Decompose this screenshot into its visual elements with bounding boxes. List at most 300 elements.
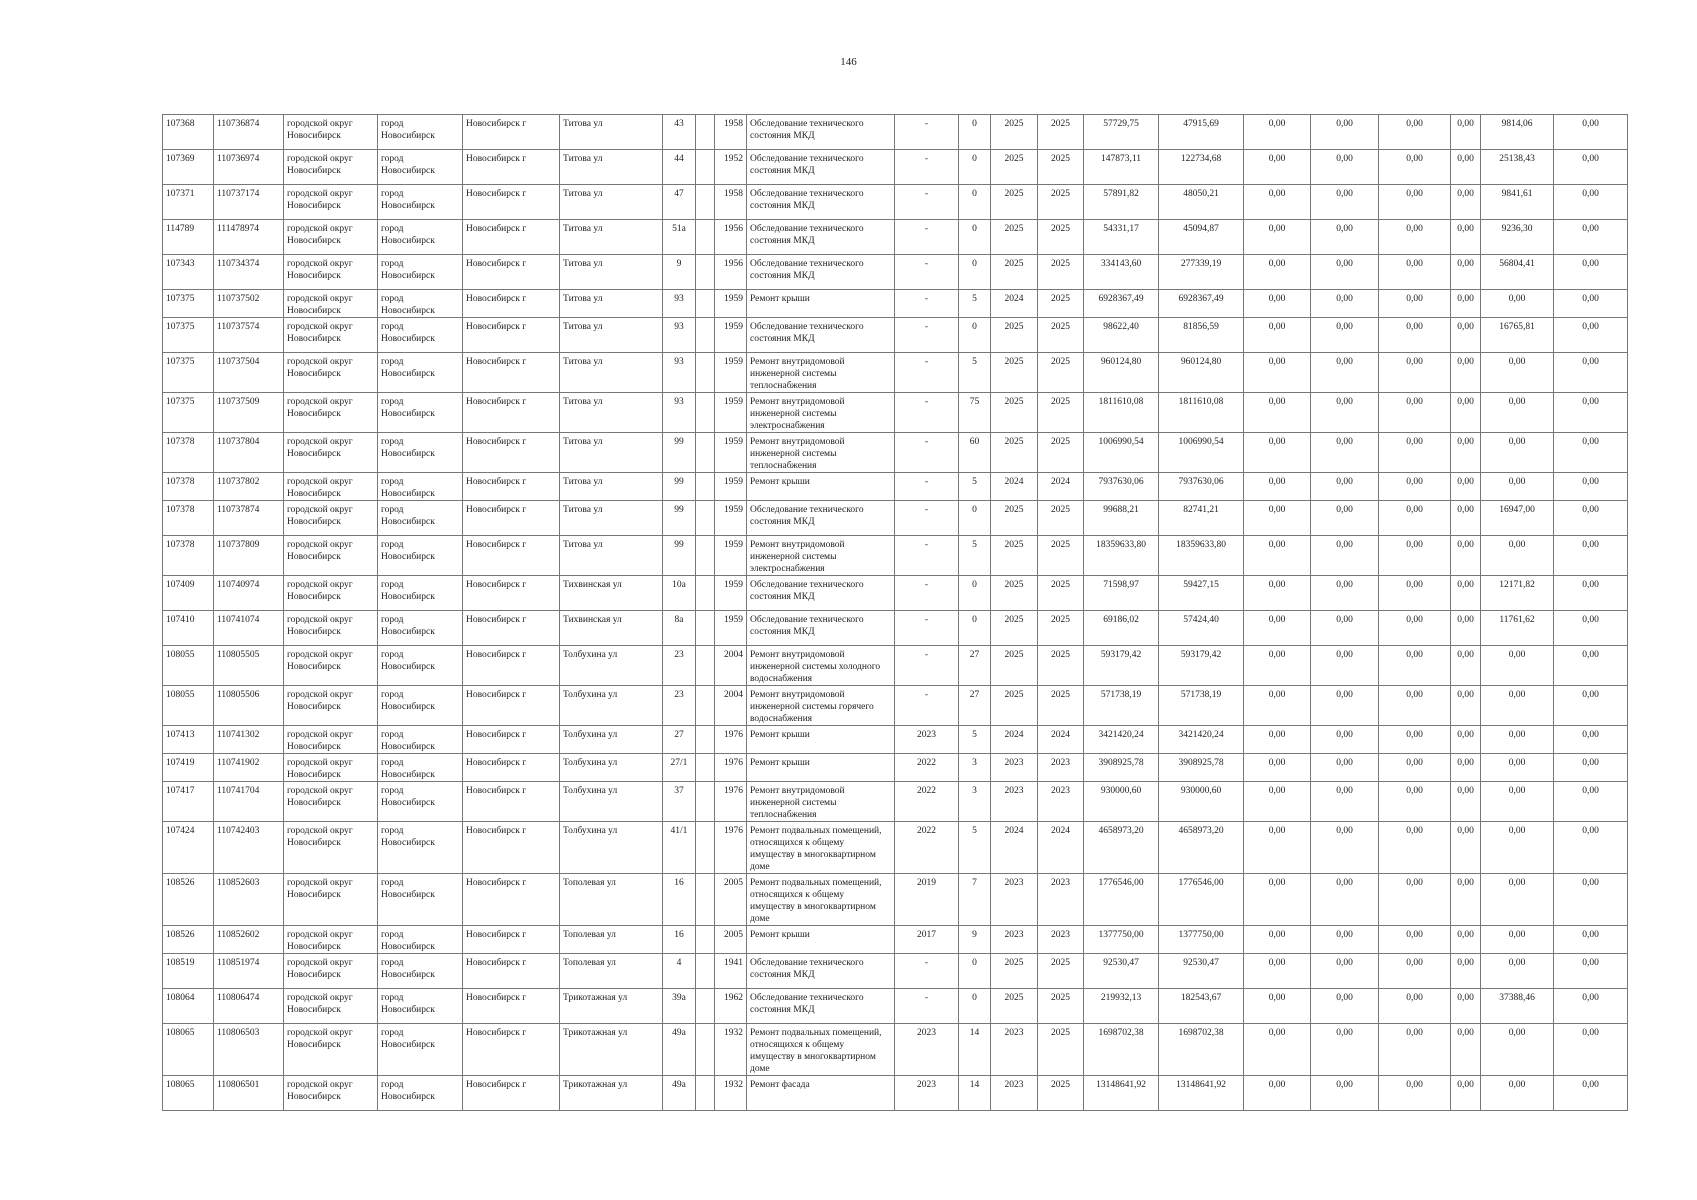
cell-work-type: Ремонт подвальных помещений, относящихся к общему имуществу в многоквартирном доме (747, 822, 895, 874)
cell-street: Титова ул (560, 150, 663, 185)
cell-house: 16 (663, 874, 696, 926)
cell-okrug: городской округ Новосибирск (284, 1024, 378, 1076)
cell-fund-1: 0,00 (1244, 255, 1311, 290)
cell-fund-6: 0,00 (1554, 611, 1628, 646)
cell-plan-start: 2025 (991, 501, 1038, 536)
cell-fund-5: 16765,81 (1481, 318, 1554, 353)
cell-total-cost: 930000,60 (1084, 782, 1159, 822)
cell-plan-start: 2025 (991, 393, 1038, 433)
cell-house: 27/1 (663, 754, 696, 782)
cell-fund-3: 0,00 (1379, 754, 1451, 782)
cell-fund-3: 0,00 (1379, 185, 1451, 220)
cell-fund-3: 0,00 (1379, 611, 1451, 646)
cell-work-code: 111478974 (214, 220, 284, 255)
cell-service-life: 0 (959, 576, 991, 611)
cell-work-code: 110851974 (214, 954, 284, 989)
cell-service-life: 3 (959, 754, 991, 782)
cell-last-repair-year: - (895, 115, 959, 150)
cell-letter (696, 501, 715, 536)
table-row (163, 1076, 1628, 1111)
cell-build-year: 1976 (715, 726, 747, 754)
cell-plan-start: 2025 (991, 115, 1038, 150)
cell-object-id: 107409 (163, 576, 214, 611)
table-row (163, 989, 1628, 1024)
table-row (163, 686, 1628, 726)
cell-city: Новосибирск г (463, 646, 560, 686)
cell-service-life: 9 (959, 926, 991, 954)
cell-work-code: 110806501 (214, 1076, 284, 1111)
cell-fund-2: 0,00 (1311, 501, 1379, 536)
cell-last-repair-year: 2022 (895, 822, 959, 874)
cell-last-repair-year: 2023 (895, 1024, 959, 1076)
cell-build-year: 1959 (715, 318, 747, 353)
cell-letter (696, 646, 715, 686)
cell-object-id: 108526 (163, 926, 214, 954)
cell-city: Новосибирск г (463, 185, 560, 220)
cell-okrug: городской округ Новосибирск (284, 115, 378, 150)
cell-work-code: 110852602 (214, 926, 284, 954)
cell-plan-start: 2025 (991, 989, 1038, 1024)
cell-work-type: Ремонт внутридомовой инженерной системы теплоснабжения (747, 353, 895, 393)
cell-street: Титова ул (560, 115, 663, 150)
cell-house: 37 (663, 782, 696, 822)
table-row (163, 646, 1628, 686)
cell-gorod: город Новосибирск (378, 255, 463, 290)
cell-build-year: 1959 (715, 576, 747, 611)
cell-work-code: 110737509 (214, 393, 284, 433)
cell-build-year: 1959 (715, 433, 747, 473)
cell-fund-2: 0,00 (1311, 611, 1379, 646)
cell-fund-1: 0,00 (1244, 874, 1311, 926)
cell-okrug: городской округ Новосибирск (284, 646, 378, 686)
cell-build-year: 1941 (715, 954, 747, 989)
cell-street: Толбухина ул (560, 782, 663, 822)
table-body (163, 115, 1628, 1111)
cell-plan-end: 2025 (1038, 290, 1084, 318)
cell-fund-5: 0,00 (1481, 393, 1554, 433)
cell-fund-cost: 930000,60 (1159, 782, 1244, 822)
cell-total-cost: 99688,21 (1084, 501, 1159, 536)
cell-street: Трикотажная ул (560, 989, 663, 1024)
cell-work-code: 110742403 (214, 822, 284, 874)
cell-service-life: 0 (959, 220, 991, 255)
cell-fund-cost: 122734,68 (1159, 150, 1244, 185)
cell-fund-3: 0,00 (1379, 926, 1451, 954)
cell-fund-2: 0,00 (1311, 926, 1379, 954)
cell-okrug: городской округ Новосибирск (284, 255, 378, 290)
cell-fund-5: 0,00 (1481, 754, 1554, 782)
cell-total-cost: 1006990,54 (1084, 433, 1159, 473)
cell-work-type: Ремонт внутридомовой инженерной системы горячего водоснабжения (747, 686, 895, 726)
cell-house: 51а (663, 220, 696, 255)
cell-fund-1: 0,00 (1244, 926, 1311, 954)
cell-last-repair-year: 2022 (895, 754, 959, 782)
cell-object-id: 107375 (163, 393, 214, 433)
cell-fund-2: 0,00 (1311, 433, 1379, 473)
cell-okrug: городской округ Новосибирск (284, 501, 378, 536)
cell-fund-cost: 1811610,08 (1159, 393, 1244, 433)
cell-work-code: 110741074 (214, 611, 284, 646)
table-row (163, 726, 1628, 754)
cell-fund-3: 0,00 (1379, 393, 1451, 433)
cell-build-year: 2005 (715, 874, 747, 926)
cell-fund-5: 0,00 (1481, 1076, 1554, 1111)
cell-fund-cost: 59427,15 (1159, 576, 1244, 611)
cell-fund-2: 0,00 (1311, 782, 1379, 822)
cell-plan-end: 2023 (1038, 782, 1084, 822)
cell-service-life: 0 (959, 255, 991, 290)
cell-street: Трикотажная ул (560, 1076, 663, 1111)
cell-letter (696, 220, 715, 255)
cell-work-type: Ремонт подвальных помещений, относящихся к общему имуществу в многоквартирном доме (747, 1024, 895, 1076)
cell-fund-5: 0,00 (1481, 782, 1554, 822)
cell-okrug: городской округ Новосибирск (284, 686, 378, 726)
cell-work-type: Обследование технического состояния МКД (747, 255, 895, 290)
cell-fund-1: 0,00 (1244, 220, 1311, 255)
cell-letter (696, 926, 715, 954)
cell-last-repair-year: - (895, 954, 959, 989)
cell-service-life: 0 (959, 115, 991, 150)
cell-plan-end: 2025 (1038, 646, 1084, 686)
cell-service-life: 5 (959, 822, 991, 874)
cell-plan-start: 2025 (991, 353, 1038, 393)
cell-fund-3: 0,00 (1379, 1076, 1451, 1111)
cell-street: Трикотажная ул (560, 1024, 663, 1076)
cell-fund-6: 0,00 (1554, 1076, 1628, 1111)
cell-fund-1: 0,00 (1244, 433, 1311, 473)
cell-work-type: Обследование технического состояния МКД (747, 989, 895, 1024)
cell-okrug: городской округ Новосибирск (284, 576, 378, 611)
cell-plan-start: 2025 (991, 185, 1038, 220)
cell-fund-3: 0,00 (1379, 290, 1451, 318)
cell-build-year: 2005 (715, 926, 747, 954)
cell-plan-end: 2023 (1038, 926, 1084, 954)
cell-fund-3: 0,00 (1379, 501, 1451, 536)
cell-letter (696, 433, 715, 473)
cell-last-repair-year: 2022 (895, 782, 959, 822)
cell-letter (696, 754, 715, 782)
cell-gorod: город Новосибирск (378, 611, 463, 646)
cell-fund-4: 0,00 (1451, 501, 1481, 536)
cell-object-id: 107368 (163, 115, 214, 150)
cell-fund-cost: 182543,67 (1159, 989, 1244, 1024)
cell-fund-5: 16947,00 (1481, 501, 1554, 536)
cell-fund-4: 0,00 (1451, 646, 1481, 686)
cell-city: Новосибирск г (463, 318, 560, 353)
cell-work-code: 110737809 (214, 536, 284, 576)
cell-plan-start: 2025 (991, 686, 1038, 726)
cell-okrug: городской округ Новосибирск (284, 393, 378, 433)
cell-fund-6: 0,00 (1554, 150, 1628, 185)
cell-build-year: 1952 (715, 150, 747, 185)
cell-fund-5: 0,00 (1481, 353, 1554, 393)
cell-work-code: 110737504 (214, 353, 284, 393)
table-row (163, 782, 1628, 822)
cell-object-id: 107378 (163, 501, 214, 536)
table-row (163, 501, 1628, 536)
cell-plan-start: 2023 (991, 782, 1038, 822)
table-row (163, 611, 1628, 646)
cell-total-cost: 1776546,00 (1084, 874, 1159, 926)
cell-build-year: 1959 (715, 353, 747, 393)
cell-fund-1: 0,00 (1244, 290, 1311, 318)
cell-fund-1: 0,00 (1244, 115, 1311, 150)
cell-fund-4: 0,00 (1451, 433, 1481, 473)
cell-okrug: городской округ Новосибирск (284, 874, 378, 926)
cell-street: Толбухина ул (560, 646, 663, 686)
cell-letter (696, 782, 715, 822)
cell-total-cost: 571738,19 (1084, 686, 1159, 726)
cell-total-cost: 3908925,78 (1084, 754, 1159, 782)
cell-total-cost: 3421420,24 (1084, 726, 1159, 754)
cell-fund-6: 0,00 (1554, 501, 1628, 536)
cell-fund-1: 0,00 (1244, 150, 1311, 185)
cell-gorod: город Новосибирск (378, 150, 463, 185)
table-row (163, 874, 1628, 926)
cell-plan-start: 2024 (991, 290, 1038, 318)
cell-fund-5: 0,00 (1481, 874, 1554, 926)
cell-plan-end: 2025 (1038, 393, 1084, 433)
table-row (163, 754, 1628, 782)
cell-street: Титова ул (560, 290, 663, 318)
cell-plan-end: 2025 (1038, 220, 1084, 255)
cell-house: 44 (663, 150, 696, 185)
cell-plan-start: 2025 (991, 150, 1038, 185)
cell-fund-3: 0,00 (1379, 782, 1451, 822)
cell-service-life: 5 (959, 473, 991, 501)
cell-object-id: 107375 (163, 318, 214, 353)
cell-work-type: Ремонт внутридомовой инженерной системы холодного водоснабжения (747, 646, 895, 686)
cell-fund-1: 0,00 (1244, 989, 1311, 1024)
cell-total-cost: 1811610,08 (1084, 393, 1159, 433)
cell-plan-start: 2025 (991, 255, 1038, 290)
cell-plan-start: 2025 (991, 220, 1038, 255)
cell-letter (696, 536, 715, 576)
cell-okrug: городской округ Новосибирск (284, 954, 378, 989)
cell-fund-6: 0,00 (1554, 393, 1628, 433)
cell-work-type: Обследование технического состояния МКД (747, 318, 895, 353)
cell-fund-6: 0,00 (1554, 874, 1628, 926)
cell-fund-3: 0,00 (1379, 473, 1451, 501)
cell-street: Титова ул (560, 353, 663, 393)
cell-street: Тихвинская ул (560, 576, 663, 611)
cell-plan-end: 2025 (1038, 255, 1084, 290)
cell-plan-end: 2025 (1038, 150, 1084, 185)
cell-city: Новосибирск г (463, 782, 560, 822)
cell-house: 93 (663, 290, 696, 318)
cell-work-code: 110741704 (214, 782, 284, 822)
cell-fund-1: 0,00 (1244, 393, 1311, 433)
cell-fund-4: 0,00 (1451, 220, 1481, 255)
cell-city: Новосибирск г (463, 393, 560, 433)
cell-object-id: 114789 (163, 220, 214, 255)
table-row (163, 433, 1628, 473)
cell-okrug: городской округ Новосибирск (284, 473, 378, 501)
cell-work-code: 110737804 (214, 433, 284, 473)
cell-plan-end: 2025 (1038, 576, 1084, 611)
cell-fund-cost: 47915,69 (1159, 115, 1244, 150)
table-row (163, 954, 1628, 989)
cell-build-year: 1959 (715, 611, 747, 646)
cell-fund-1: 0,00 (1244, 646, 1311, 686)
cell-last-repair-year: - (895, 686, 959, 726)
cell-fund-5: 12171,82 (1481, 576, 1554, 611)
cell-service-life: 0 (959, 501, 991, 536)
cell-total-cost: 18359633,80 (1084, 536, 1159, 576)
cell-total-cost: 13148641,92 (1084, 1076, 1159, 1111)
cell-fund-4: 0,00 (1451, 536, 1481, 576)
cell-fund-2: 0,00 (1311, 576, 1379, 611)
cell-build-year: 1959 (715, 393, 747, 433)
cell-fund-6: 0,00 (1554, 646, 1628, 686)
cell-fund-cost: 13148641,92 (1159, 1076, 1244, 1111)
cell-fund-1: 0,00 (1244, 576, 1311, 611)
cell-fund-5: 9236,30 (1481, 220, 1554, 255)
cell-fund-3: 0,00 (1379, 1024, 1451, 1076)
cell-okrug: городской округ Новосибирск (284, 290, 378, 318)
cell-street: Толбухина ул (560, 822, 663, 874)
cell-last-repair-year: - (895, 255, 959, 290)
cell-fund-4: 0,00 (1451, 393, 1481, 433)
cell-fund-1: 0,00 (1244, 611, 1311, 646)
cell-street: Титова ул (560, 318, 663, 353)
cell-work-type: Обследование технического состояния МКД (747, 115, 895, 150)
cell-gorod: город Новосибирск (378, 1024, 463, 1076)
cell-fund-2: 0,00 (1311, 874, 1379, 926)
cell-plan-end: 2024 (1038, 822, 1084, 874)
cell-house: 49а (663, 1076, 696, 1111)
cell-fund-1: 0,00 (1244, 501, 1311, 536)
cell-street: Титова ул (560, 536, 663, 576)
cell-fund-3: 0,00 (1379, 255, 1451, 290)
cell-work-code: 110740974 (214, 576, 284, 611)
cell-last-repair-year: 2023 (895, 1076, 959, 1111)
cell-total-cost: 4658973,20 (1084, 822, 1159, 874)
table-row (163, 353, 1628, 393)
cell-object-id: 107413 (163, 726, 214, 754)
cell-plan-end: 2024 (1038, 473, 1084, 501)
table-row (163, 576, 1628, 611)
cell-fund-cost: 277339,19 (1159, 255, 1244, 290)
cell-letter (696, 290, 715, 318)
table-row (163, 926, 1628, 954)
cell-house: 41/1 (663, 822, 696, 874)
cell-build-year: 1956 (715, 255, 747, 290)
cell-fund-4: 0,00 (1451, 874, 1481, 926)
cell-city: Новосибирск г (463, 536, 560, 576)
cell-fund-cost: 1776546,00 (1159, 874, 1244, 926)
cell-house: 93 (663, 393, 696, 433)
cell-fund-3: 0,00 (1379, 726, 1451, 754)
cell-work-code: 110806474 (214, 989, 284, 1024)
cell-gorod: город Новосибирск (378, 433, 463, 473)
cell-work-type: Обследование технического состояния МКД (747, 185, 895, 220)
cell-object-id: 108526 (163, 874, 214, 926)
cell-fund-5: 0,00 (1481, 290, 1554, 318)
cell-fund-3: 0,00 (1379, 318, 1451, 353)
cell-object-id: 108065 (163, 1076, 214, 1111)
cell-okrug: городской округ Новосибирск (284, 926, 378, 954)
cell-fund-6: 0,00 (1554, 536, 1628, 576)
cell-gorod: город Новосибирск (378, 290, 463, 318)
cell-work-code: 110805506 (214, 686, 284, 726)
cell-build-year: 1962 (715, 989, 747, 1024)
cell-work-type: Ремонт крыши (747, 726, 895, 754)
cell-work-code: 110734374 (214, 255, 284, 290)
cell-letter (696, 115, 715, 150)
cell-plan-start: 2024 (991, 822, 1038, 874)
cell-fund-4: 0,00 (1451, 782, 1481, 822)
cell-build-year: 2004 (715, 646, 747, 686)
cell-service-life: 27 (959, 686, 991, 726)
cell-fund-4: 0,00 (1451, 926, 1481, 954)
cell-fund-3: 0,00 (1379, 954, 1451, 989)
cell-work-type: Ремонт внутридомовой инженерной системы теплоснабжения (747, 433, 895, 473)
cell-fund-4: 0,00 (1451, 473, 1481, 501)
cell-fund-4: 0,00 (1451, 290, 1481, 318)
cell-work-type: Обследование технического состояния МКД (747, 150, 895, 185)
cell-okrug: городской округ Новосибирск (284, 150, 378, 185)
cell-gorod: город Новосибирск (378, 115, 463, 150)
cell-fund-cost: 3421420,24 (1159, 726, 1244, 754)
cell-fund-2: 0,00 (1311, 1076, 1379, 1111)
cell-fund-1: 0,00 (1244, 473, 1311, 501)
cell-fund-5: 0,00 (1481, 726, 1554, 754)
cell-plan-start: 2023 (991, 1076, 1038, 1111)
cell-street: Титова ул (560, 220, 663, 255)
table-row (163, 822, 1628, 874)
table-row (163, 115, 1628, 150)
cell-city: Новосибирск г (463, 822, 560, 874)
cell-work-code: 110852603 (214, 874, 284, 926)
cell-object-id: 108055 (163, 646, 214, 686)
cell-work-type: Ремонт внутридомовой инженерной системы теплоснабжения (747, 782, 895, 822)
cell-fund-2: 0,00 (1311, 150, 1379, 185)
cell-gorod: город Новосибирск (378, 353, 463, 393)
cell-fund-2: 0,00 (1311, 290, 1379, 318)
cell-gorod: город Новосибирск (378, 536, 463, 576)
cell-plan-start: 2024 (991, 726, 1038, 754)
cell-last-repair-year: - (895, 393, 959, 433)
cell-okrug: городской округ Новосибирск (284, 1076, 378, 1111)
cell-gorod: город Новосибирск (378, 501, 463, 536)
cell-gorod: город Новосибирск (378, 473, 463, 501)
cell-fund-2: 0,00 (1311, 115, 1379, 150)
cell-fund-cost: 4658973,20 (1159, 822, 1244, 874)
cell-plan-start: 2025 (991, 954, 1038, 989)
cell-fund-cost: 92530,47 (1159, 954, 1244, 989)
cell-plan-end: 2025 (1038, 353, 1084, 393)
cell-fund-6: 0,00 (1554, 754, 1628, 782)
cell-fund-6: 0,00 (1554, 954, 1628, 989)
cell-object-id: 107378 (163, 433, 214, 473)
cell-city: Новосибирск г (463, 290, 560, 318)
cell-build-year: 1959 (715, 473, 747, 501)
cell-street: Титова ул (560, 433, 663, 473)
cell-fund-3: 0,00 (1379, 536, 1451, 576)
cell-work-type: Ремонт внутридомовой инженерной системы электроснабжения (747, 393, 895, 433)
cell-fund-cost: 1006990,54 (1159, 433, 1244, 473)
cell-gorod: город Новосибирск (378, 874, 463, 926)
cell-fund-6: 0,00 (1554, 686, 1628, 726)
cell-last-repair-year: - (895, 501, 959, 536)
cell-build-year: 1976 (715, 754, 747, 782)
cell-plan-start: 2025 (991, 433, 1038, 473)
cell-fund-2: 0,00 (1311, 393, 1379, 433)
cell-fund-5: 0,00 (1481, 1024, 1554, 1076)
cell-gorod: город Новосибирск (378, 646, 463, 686)
cell-fund-1: 0,00 (1244, 954, 1311, 989)
